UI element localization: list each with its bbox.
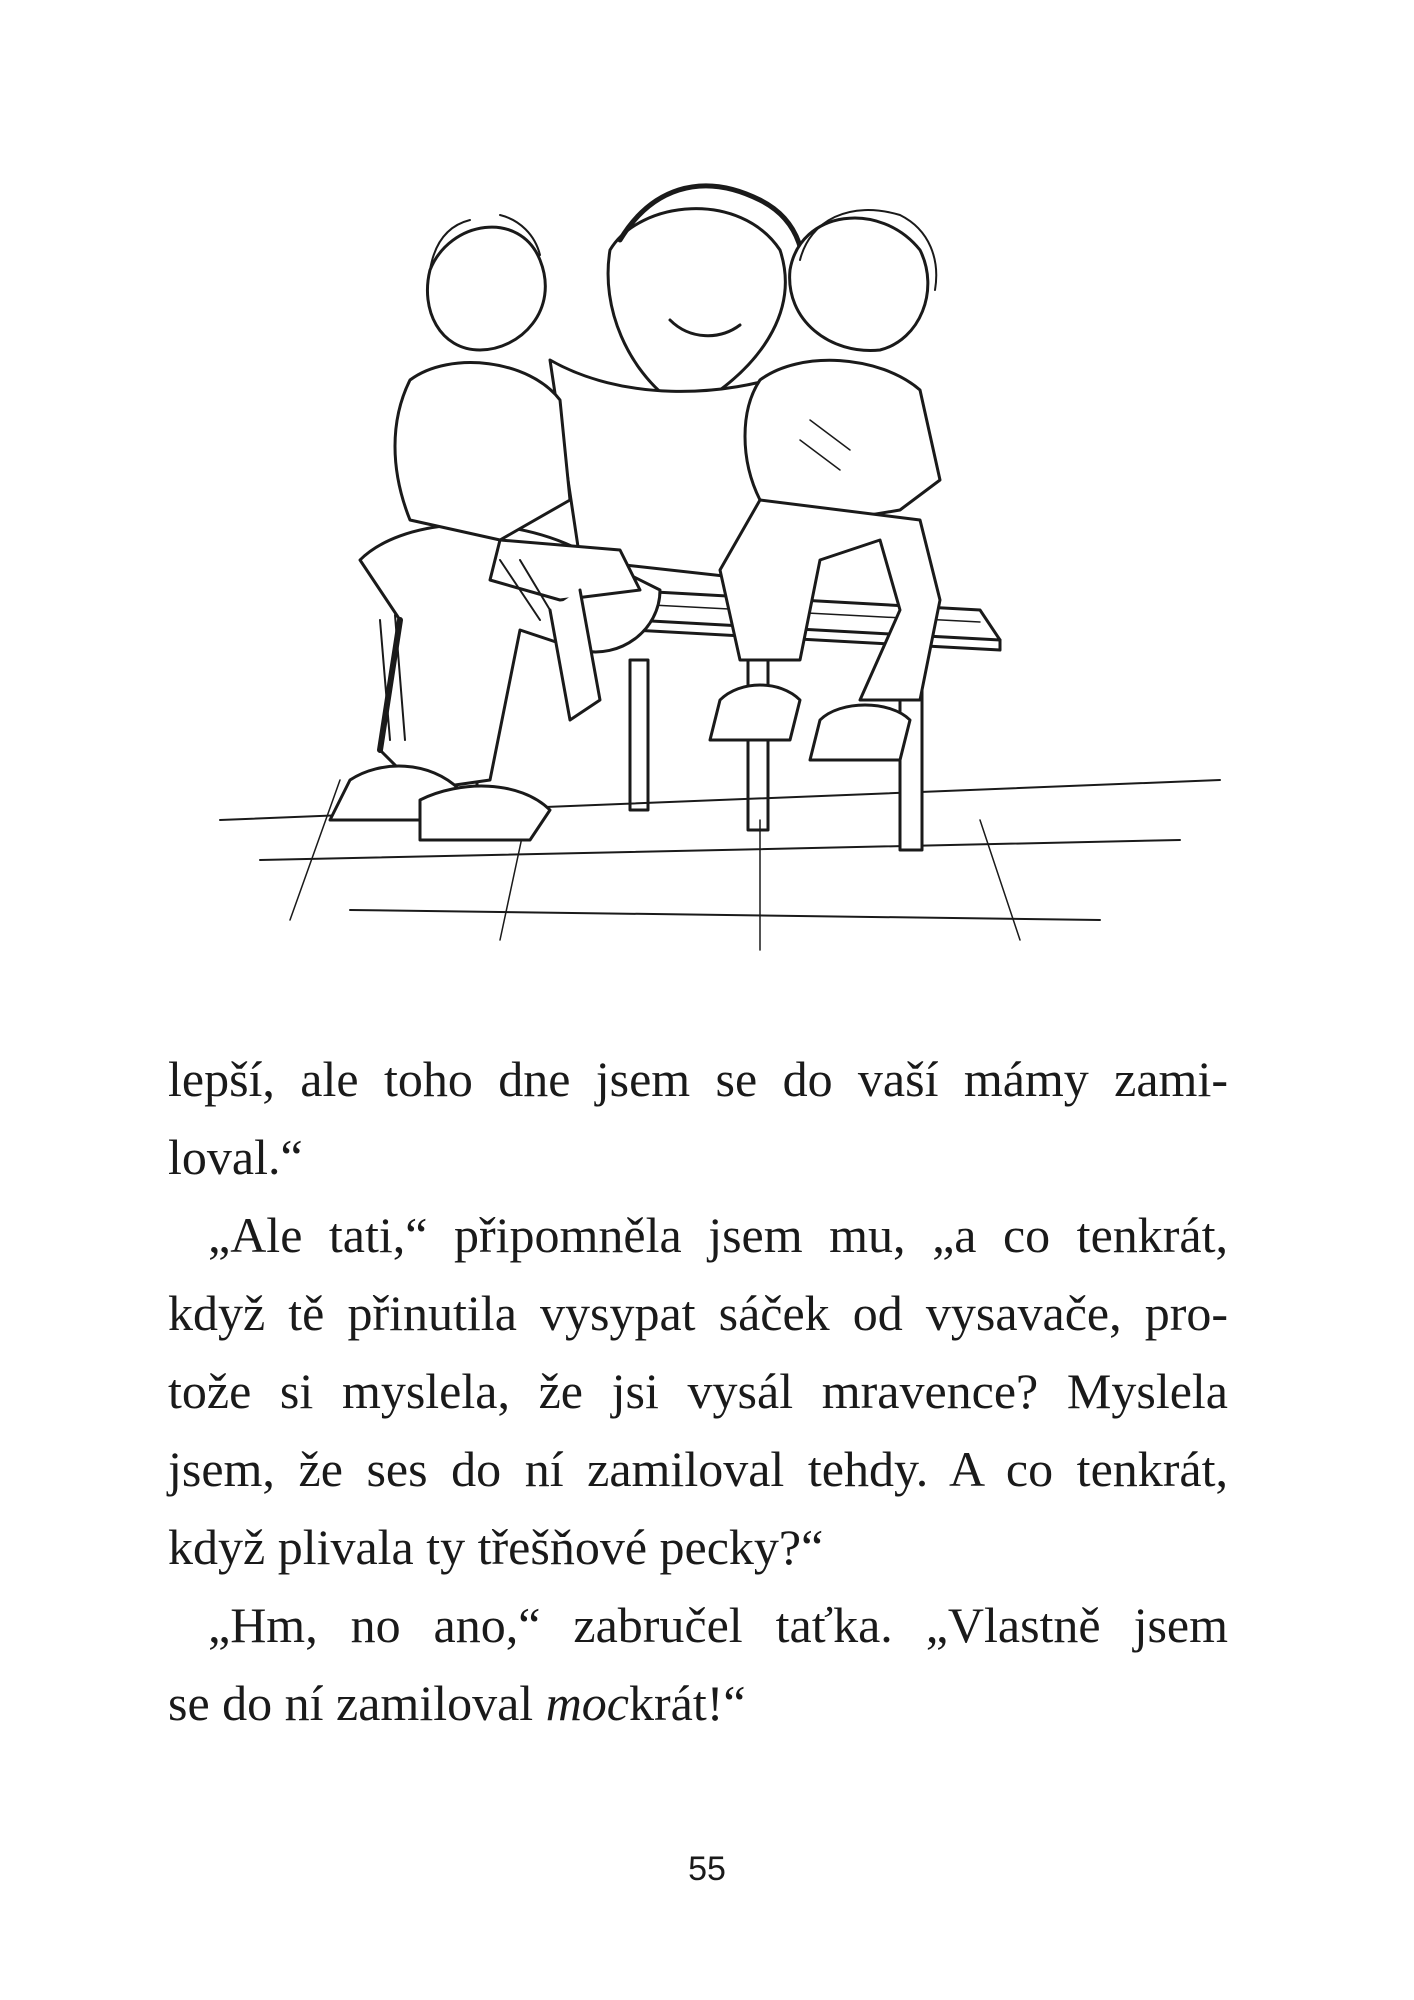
italic-emphasis: moc: [545, 1675, 629, 1731]
page-number: 55: [688, 1850, 726, 1888]
father-children-bench-illustration: [200, 140, 1240, 970]
text-line-last-end: krát!“: [629, 1675, 746, 1731]
text-line: lepší, ale toho dne jsem se do vaší mámy zami-: [168, 1051, 1228, 1107]
body-text: [168, 1040, 1228, 1742]
text-line: loval.“: [168, 1129, 303, 1185]
text-line: jsem, že ses do ní zamiloval tehdy. A co tenkrát,: [168, 1441, 1228, 1497]
text-line: „Ale tati,“ připomněla jsem mu, „a co tenkrát,: [208, 1207, 1228, 1263]
text-line: když tě přinutila vysypat sáček od vysavače, pro-: [168, 1285, 1228, 1341]
text-line-last: [168, 1664, 1228, 1742]
text-line: když plivala ty třešňové pecky?“: [168, 1519, 824, 1575]
text-line: tože si myslela, že jsi vysál mravence? Myslela: [168, 1363, 1228, 1419]
text-line: „Hm, no ano,“ zabručel taťka. „Vlastně jsem: [208, 1597, 1228, 1653]
text-line-last-start: se do ní zamiloval: [168, 1675, 546, 1731]
